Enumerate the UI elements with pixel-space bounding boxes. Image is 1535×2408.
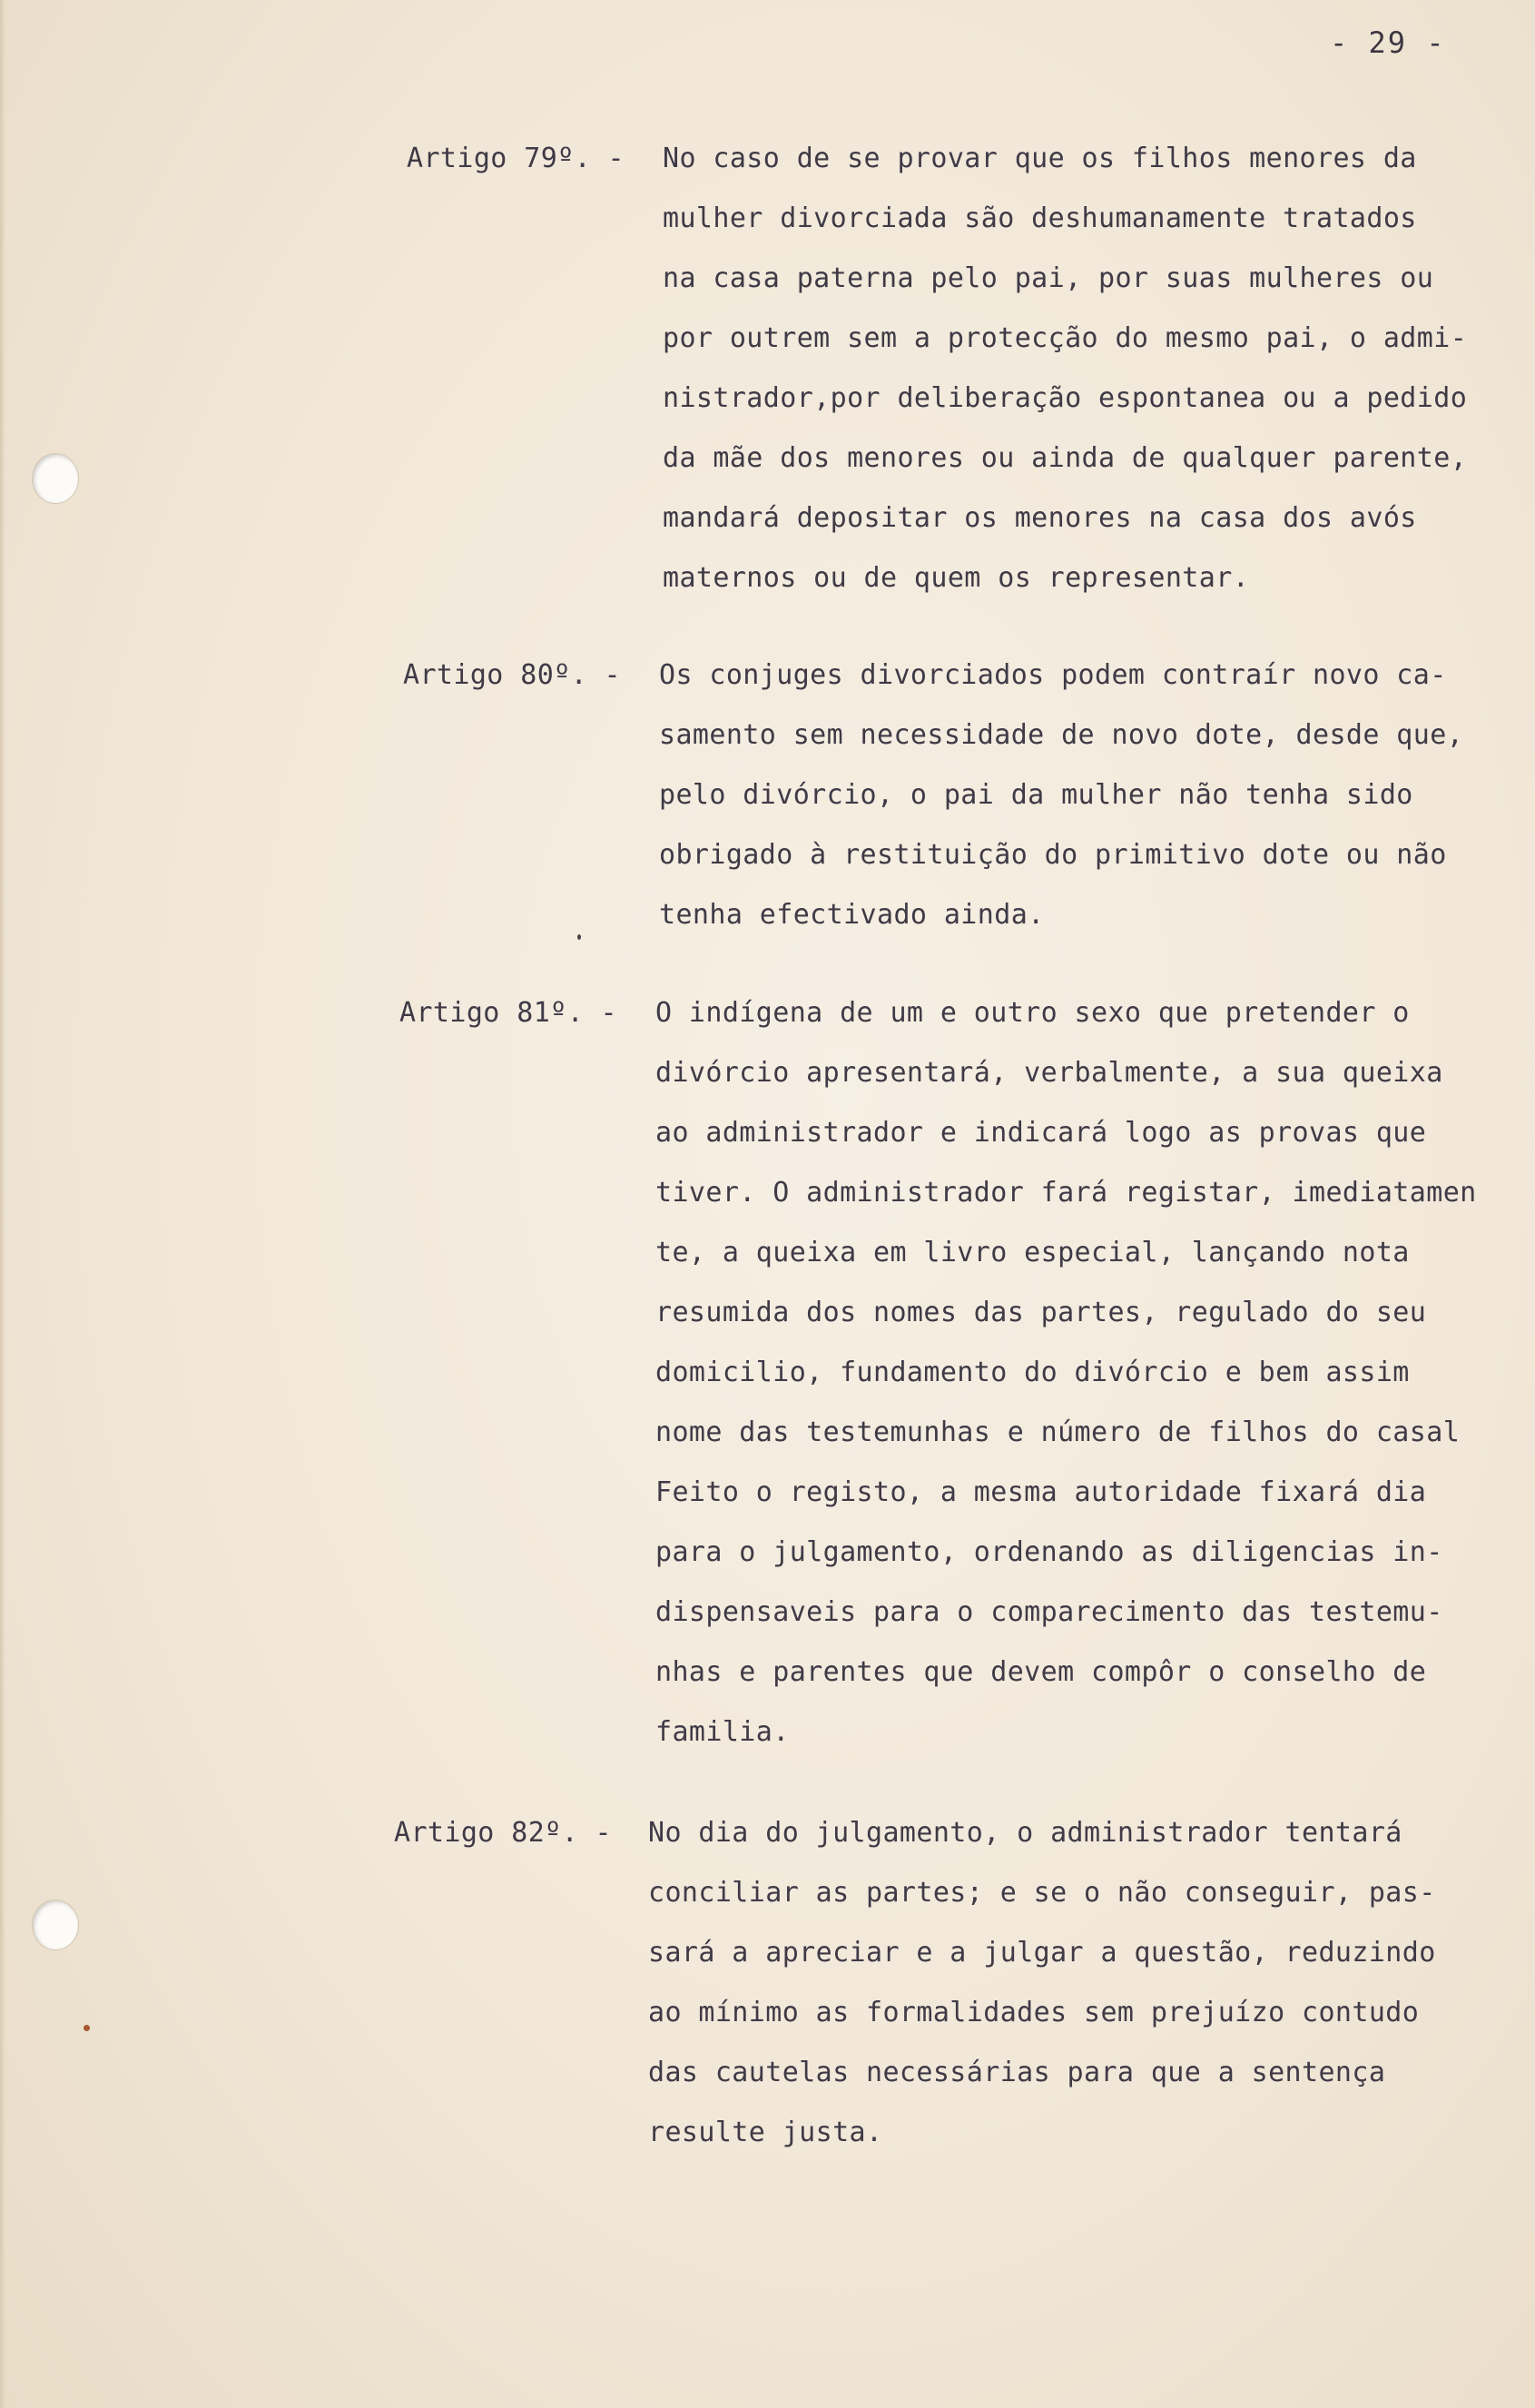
stain-mark bbox=[84, 2025, 90, 2031]
text-line: pelo divórcio, o pai da mulher não tenha sido bbox=[659, 779, 1413, 811]
article-text bbox=[655, 983, 1477, 1762]
text-line: dispensaveis para o comparecimento das testemu- bbox=[655, 1596, 1443, 1628]
text-line: nhas e parentes que devem compôr o conselho de bbox=[655, 1656, 1427, 1688]
punch-hole bbox=[33, 454, 78, 503]
article-label: Artigo 82º. - bbox=[394, 1817, 612, 1849]
text-line: maternos ou de quem os representar. bbox=[663, 562, 1250, 594]
text-line: nome das testemunhas e número de filhos do casal bbox=[655, 1416, 1461, 1448]
text-line: O indígena de um e outro sexo que pretender o bbox=[655, 997, 1410, 1029]
text-line: domicilio, fundamento do divórcio e bem assim bbox=[655, 1357, 1410, 1388]
text-line: sará a apreciar e a julgar a questão, reduzindo bbox=[648, 1937, 1436, 1969]
article-label: Artigo 80º. - bbox=[403, 659, 621, 691]
text-line: para o julgamento, ordenando as diligencias in- bbox=[655, 1536, 1443, 1568]
text-line: mandará depositar os menores na casa dos avós bbox=[663, 502, 1417, 534]
article-text bbox=[663, 129, 1467, 608]
page-number: - 29 - bbox=[1330, 25, 1446, 60]
text-line: por outrem sem a protecção do mesmo pai, o admi- bbox=[663, 322, 1468, 354]
text-line: das cautelas necessárias para que a sentença bbox=[648, 2057, 1386, 2088]
text-line: tiver. O administrador fará registar, imediatamen bbox=[655, 1177, 1477, 1209]
text-line: te, a queixa em livro especial, lançando nota bbox=[655, 1237, 1410, 1268]
text-line: resumida dos nomes das partes, regulado do seu bbox=[655, 1297, 1427, 1328]
article-label: Artigo 79º. - bbox=[407, 143, 625, 174]
article-text bbox=[659, 646, 1463, 945]
text-line: tenha efectivado ainda. bbox=[659, 899, 1045, 931]
text-line: No caso de se provar que os filhos menores da bbox=[663, 143, 1417, 174]
text-line: obrigado à restituição do primitivo dote ou não bbox=[659, 839, 1447, 871]
text-line: divórcio apresentará, verbalmente, a sua queixa bbox=[655, 1057, 1443, 1089]
article-label: Artigo 81º. - bbox=[399, 997, 617, 1029]
text-line: Feito o registo, a mesma autoridade fixará dia bbox=[655, 1476, 1427, 1508]
article-text bbox=[648, 1803, 1436, 2163]
text-line: da mãe dos menores ou ainda de qualquer parente, bbox=[663, 442, 1468, 474]
text-line: resulte justa. bbox=[648, 2117, 883, 2148]
ink-mark bbox=[577, 934, 581, 940]
text-line: familia. bbox=[655, 1716, 790, 1748]
text-line: nistrador,por deliberação espontanea ou a pedido bbox=[663, 382, 1468, 414]
text-line: ao administrador e indicará logo as provas que bbox=[655, 1117, 1427, 1149]
text-line: samento sem necessidade de novo dote, desde que, bbox=[659, 719, 1464, 751]
text-line: ao mínimo as formalidades sem prejuízo contudo bbox=[648, 1997, 1420, 2028]
text-line: mulher divorciada são deshumanamente tratados bbox=[663, 202, 1417, 234]
punch-hole bbox=[33, 1900, 78, 1949]
text-line: na casa paterna pelo pai, por suas mulheres ou bbox=[663, 262, 1434, 294]
text-line: conciliar as partes; e se o não conseguir, pas- bbox=[648, 1877, 1436, 1909]
text-line: No dia do julgamento, o administrador tentará bbox=[648, 1817, 1402, 1849]
text-line: Os conjuges divorciados podem contraír novo ca- bbox=[659, 659, 1447, 691]
